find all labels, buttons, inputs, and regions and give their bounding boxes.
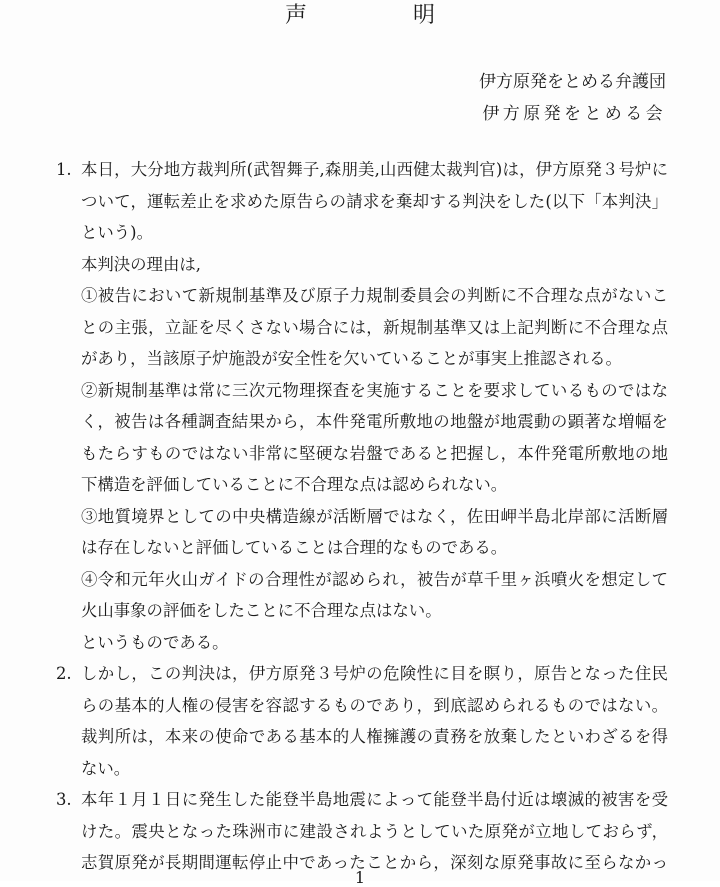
text-line: けた。震央となった珠洲市に建設されようとしていた原発が立地しておらず， [81, 821, 668, 841]
text-line: 本年１月１日に発生した能登半島地震によって能登半島付近は壊滅的被害を受 [81, 790, 668, 809]
author-lawyers: 伊方原発をとめる弁護団 [479, 72, 666, 92]
text-line: らの基本的人権の侵害を容認するものであり，到底認められるものではない。 [81, 695, 668, 715]
text-line: ついて，運転差止を求めた原告らの請求を棄却する判決をした(以下「本判決」 [81, 191, 668, 211]
author-block [479, 66, 666, 130]
section-number: 2. [56, 664, 72, 683]
section-number: 3. [56, 790, 72, 809]
page-number: 1 [354, 868, 366, 887]
section-3 [56, 784, 668, 879]
document-body [56, 154, 668, 879]
text-line: ②新規制基準は常に三次元物理探査を実施することを要求しているものではな [81, 380, 668, 400]
section-number: 1. [56, 160, 72, 179]
text-line: ③地質境界としての中央構造線が活断層ではなく，佐田岬半島北岸部に活断層 [81, 506, 668, 526]
text-line: ④令和元年火山ガイドの合理性が認められ，被告が草千里ヶ浜噴火を想定して [81, 569, 668, 589]
text-line: は存在しないと評価していることは合理的なものである。 [81, 538, 508, 557]
text-line: という)。 [81, 223, 153, 242]
text-line: というものである。 [81, 632, 229, 652]
section-1 [56, 154, 668, 658]
section-2 [56, 658, 668, 784]
text-line: ①被告において新規制基準及び原子力規制委員会の判断に不合理な点がないこ [81, 286, 668, 305]
author-association: 伊方原発をとめる会 [482, 104, 666, 124]
text-line: があり，当該原子炉施設が安全性を欠いていることが事実上推認される。 [81, 349, 622, 368]
text-line: く，被告は各種調査結果から，本件発電所敷地の地盤が地震動の顕著な増幅を [81, 412, 668, 431]
text-line: 志賀原発が長期間運転停止中であったことから，深刻な原発事故に至らなかっ [81, 853, 668, 872]
document-title: 声 明 [284, 3, 477, 28]
text-line: 裁判所は，本来の使命である基本的人権擁護の責務を放棄したといわざるを得 [81, 727, 668, 746]
text-line: 火山事象の評価をしたことに不合理な点はない。 [81, 601, 442, 620]
text-line: ない。 [81, 758, 131, 778]
text-line: もたらすものではない非常に堅硬な岩盤であると把握し，本件発電所敷地の地 [81, 443, 668, 463]
text-line: 本判決の理由は, [81, 254, 201, 274]
text-line: しかし，この判決は，伊方原発３号炉の危険性に目を瞑り，原告となった住民 [81, 664, 668, 683]
text-line: 本日，大分地方裁判所(武智舞子,森朋美,山西健太裁判官)は，伊方原発３号炉に [81, 160, 668, 179]
text-line: 下構造を評価していることに不合理な点は認められない。 [81, 475, 508, 494]
text-line: との主張，立証を尽くさない場合には，新規制基準又は上記判断に不合理な点 [81, 317, 668, 337]
